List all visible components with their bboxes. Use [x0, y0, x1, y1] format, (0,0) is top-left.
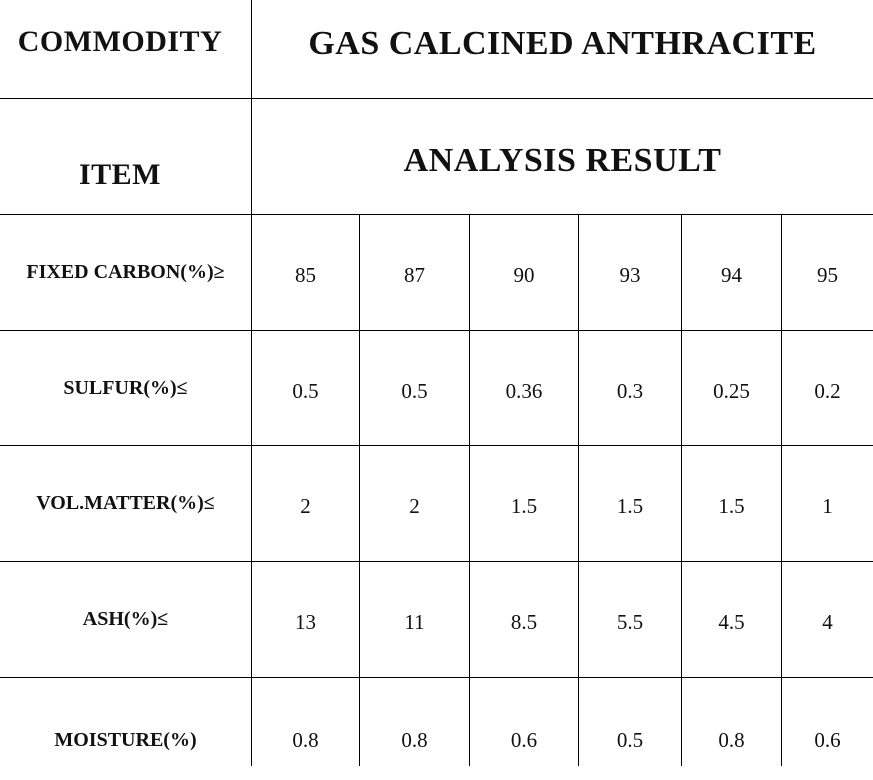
- row-label-ash: ASH(%)≤: [82, 608, 169, 630]
- table-cell: 87: [404, 263, 425, 287]
- table-cell: 85: [295, 263, 316, 287]
- table-cell: 0.36: [505, 378, 543, 403]
- table-cell: 90: [513, 263, 535, 287]
- table-cell: 13: [295, 610, 316, 634]
- table-cell: 1.5: [510, 494, 538, 518]
- divider-header-1: [0, 98, 873, 99]
- table-cell: 94: [721, 263, 742, 287]
- table-cell: 0.8: [401, 727, 428, 752]
- table-cell: 0.3: [616, 378, 644, 403]
- table-cell: 1.5: [718, 494, 745, 518]
- table-cell: 1.5: [616, 494, 644, 518]
- table-cell: 5.5: [616, 610, 644, 634]
- table-cell: 0.8: [292, 727, 319, 752]
- table-cell: 93: [619, 263, 641, 287]
- table-cell: 0.5: [292, 378, 319, 403]
- table-cell: 0.5: [616, 727, 644, 752]
- table-cell: 0.25: [713, 378, 750, 403]
- row-label-fixed-carbon: FIXED CARBON(%)≥: [26, 261, 225, 283]
- table-cell: 4.5: [718, 610, 745, 634]
- table-cell: 0.8: [718, 727, 745, 752]
- commodity-value: GAS CALCINED ANTHRACITE: [308, 25, 817, 62]
- row-label-moisture: MOISTURE(%): [54, 728, 197, 751]
- table-cell: 0.6: [814, 727, 841, 752]
- analysis-result-label: ANALYSIS RESULT: [403, 142, 722, 179]
- row-label-vol-matter: VOL.MATTER(%)≤: [36, 492, 215, 514]
- table-cell: 95: [817, 263, 838, 287]
- table-cell: 0.5: [401, 378, 428, 403]
- table-cell: 1: [822, 494, 833, 518]
- table-cell: 4: [822, 610, 833, 634]
- table-cell: 2: [409, 494, 420, 518]
- table-cell: 0.2: [814, 378, 841, 403]
- table-cell: 0.6: [510, 727, 538, 752]
- table-cell: 11: [404, 610, 425, 634]
- row-label-sulfur: SULFUR(%)≤: [63, 376, 188, 399]
- table-cell: 2: [300, 494, 311, 518]
- item-label: ITEM: [78, 158, 161, 191]
- table-cell: 8.5: [510, 610, 538, 634]
- commodity-label: COMMODITY: [17, 25, 223, 58]
